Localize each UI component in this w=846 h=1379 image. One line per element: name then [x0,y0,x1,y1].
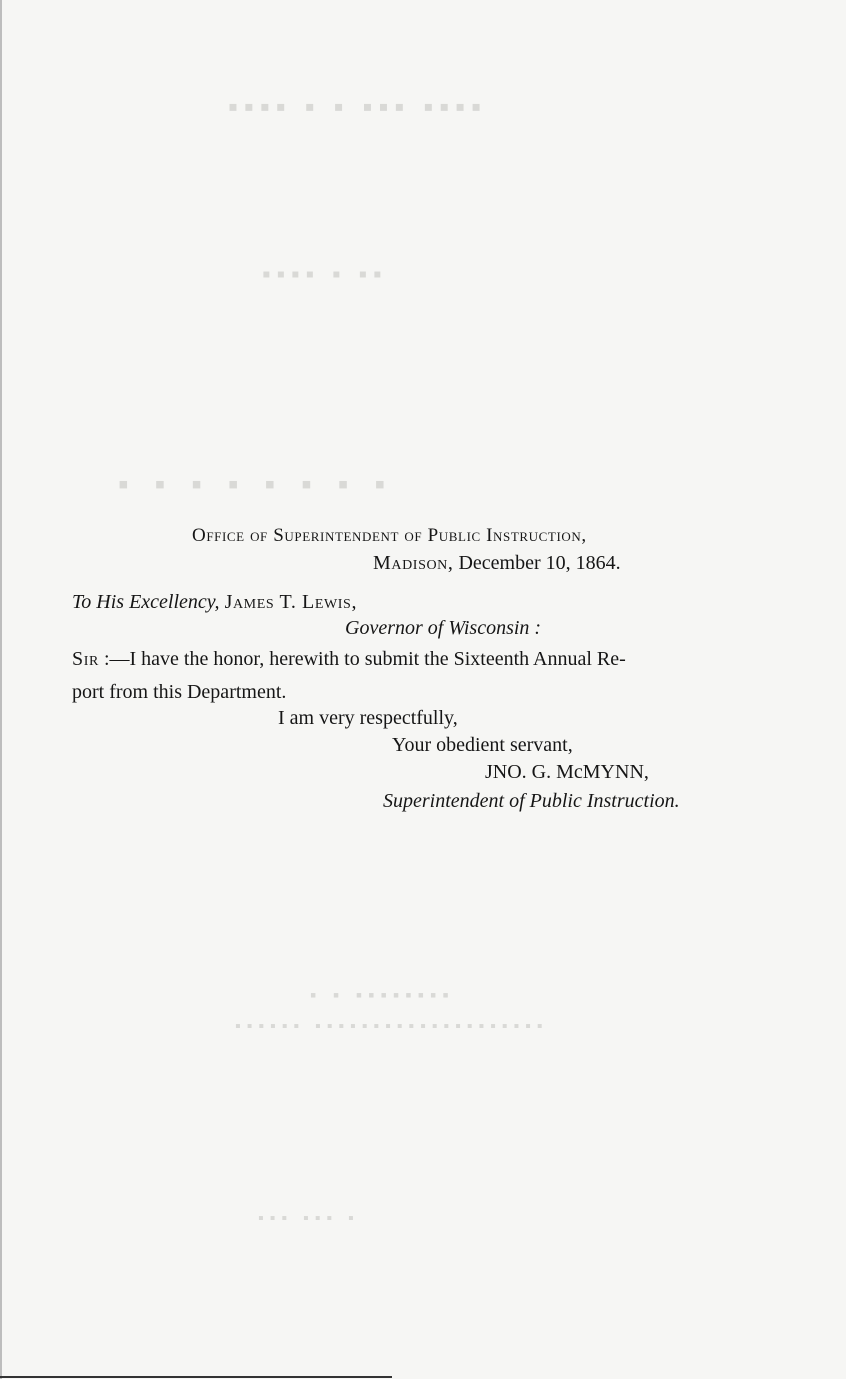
signature: JNO. G. McMYNN, [485,761,649,783]
dateline-date: December 10, 1864. [458,552,621,574]
salutation [72,590,357,614]
show-through-mark: ▪▪▪▪▪▪ ▪▪▪▪▪▪▪▪▪▪▪▪▪▪▪▪▪▪▪▪ [235,1018,549,1035]
page-edge [0,0,2,1379]
addressee-name: James T. Lewis, [224,591,358,613]
office-heading: Office of Superintendent of Public Instruction, [192,525,587,546]
signature-title: Superintendent of Public Instruction. [383,790,680,812]
body-line-1 [72,647,784,671]
body-line-2: port from this Department. [72,681,287,703]
show-through-mark: ▪▪▪ ▪▪▪ ▪ [258,1210,360,1227]
dateline [373,551,621,575]
body-text-1 [72,647,626,671]
show-through-mark: ▪▪▪▪ ▪ ▪▪ [262,262,388,288]
closing-line-1: I am very respectfully, [278,707,458,729]
show-through-mark: ▪▪▪▪ ▪ ▪ ▪▪▪ ▪▪▪▪ [228,92,488,123]
body-line-1-text: :—I have the honor, herewith to submit the Sixteenth Annual Re- [103,648,626,670]
bottom-rule [0,1376,392,1378]
closing-line-2: Your obedient servant, [392,734,573,756]
salutation-prefix: To His Excellency, [72,591,220,613]
dateline-place: Madison, [373,552,454,574]
show-through-mark: ▪▪▪▪▪▪▪▪ [118,468,412,501]
sir-word: Sir [72,648,99,670]
show-through-mark: ▪ ▪ ▪▪▪▪▪▪▪▪ [310,985,455,1005]
addressee-title: Governor of Wisconsin : [345,617,542,639]
